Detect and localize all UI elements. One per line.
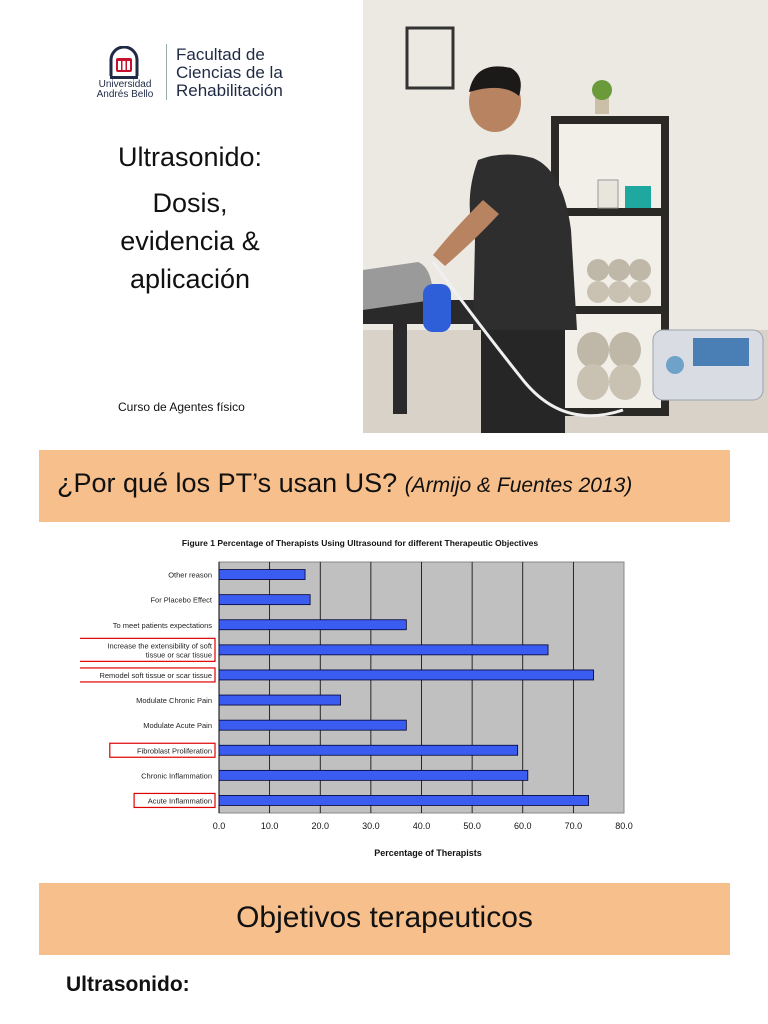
slide3-title: Objetivos terapeuticos: [236, 901, 533, 934]
slide2-reference: (Armijo & Fuentes 2013): [404, 474, 633, 497]
title-line-4: aplicación: [129, 264, 251, 294]
university-seal-icon: [108, 46, 140, 80]
faculty-line: Facultad de: [176, 45, 265, 64]
university-logo: [86, 42, 326, 104]
title-line-3: evidencia &: [120, 226, 260, 256]
bar: [219, 620, 406, 630]
slide2-title-text: ¿Por qué los PT’s usan US?: [57, 468, 398, 498]
x-tick-label: 40.0: [412, 821, 431, 831]
x-tick-label: 0.0: [212, 821, 226, 831]
y-tick-label: tissue or scar tissue: [145, 650, 212, 660]
bar: [219, 745, 518, 755]
y-tick-label: Modulate Acute Pain: [143, 721, 212, 731]
x-tick-label: 30.0: [362, 821, 380, 831]
y-tick-label: For Placebo Effect: [150, 595, 212, 605]
logo-divider: [166, 44, 167, 100]
bar: [219, 645, 548, 655]
slide3-subtitle: Ultrasonido:: [66, 973, 190, 996]
bar: [219, 720, 406, 730]
y-tick-label: Fibroblast Proliferation: [136, 746, 212, 756]
bar: [219, 595, 310, 605]
x-tick-label: 80.0: [615, 821, 633, 831]
slide3-title-banner: [39, 883, 730, 955]
x-tick-label: 50.0: [463, 821, 481, 831]
y-tick-label: Increase the extensibility of soft: [107, 641, 212, 651]
title-line-2: Dosis,: [152, 188, 228, 218]
y-tick-label: Other reason: [168, 570, 212, 580]
y-tick-label: Modulate Chronic Pain: [136, 696, 212, 706]
bar: [219, 795, 589, 805]
x-tick-label: 20.0: [311, 821, 330, 831]
slide-title: [0, 0, 768, 436]
bar: [219, 770, 528, 780]
slide2-title-banner: [39, 450, 730, 522]
university-name: Universidad Andrés Bello: [96, 79, 154, 100]
x-tick-label: 70.0: [564, 821, 583, 831]
slide2-title: [57, 468, 632, 499]
faculty-name: [176, 46, 283, 100]
x-tick-label: 10.0: [260, 821, 279, 831]
bar-chart: [80, 530, 660, 870]
title-line-1: Ultrasonido:: [117, 142, 263, 172]
course-name: Curso de Agentes físico: [118, 400, 245, 414]
faculty-line: Ciencias de la: [176, 63, 283, 82]
x-axis-label: Percentage of Therapists: [374, 848, 482, 858]
y-tick-label: Remodel soft tissue or scar tissue: [99, 670, 212, 680]
bar: [219, 695, 341, 705]
faculty-line: Rehabilitación: [176, 81, 283, 100]
therapist-photo: [363, 0, 768, 433]
x-tick-label: 60.0: [513, 821, 532, 831]
y-tick-label: To meet patients expectations: [112, 620, 212, 630]
bar: [219, 570, 305, 580]
y-tick-label: Acute Inflammation: [147, 796, 212, 806]
chart-title: Figure 1 Percentage of Therapists Using Ultrasound for different Therapeutic Objectives: [181, 538, 539, 548]
y-tick-label: Chronic Inflammation: [141, 771, 212, 781]
bar: [219, 670, 594, 680]
bar-chart-svg: [80, 530, 660, 870]
